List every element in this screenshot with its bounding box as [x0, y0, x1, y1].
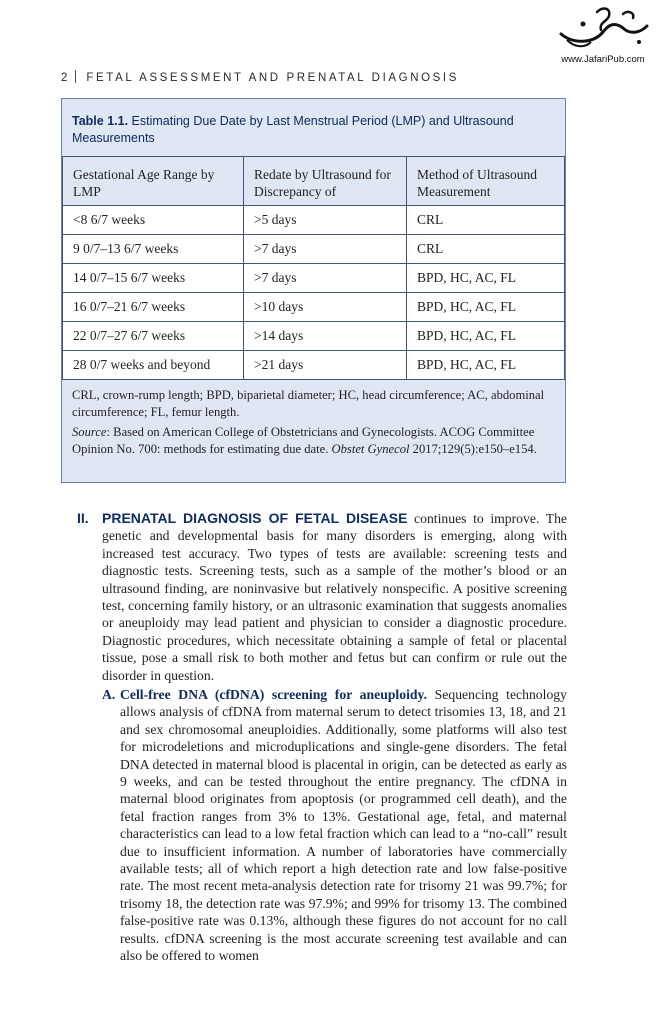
source-text: : Based on American College of Obstetricians and Gynecologists. ACOG Committee Opinion No. 700: methods for estimating due date. — [72, 425, 535, 456]
table-row — [63, 235, 565, 264]
section-body: continues to improve. The genetic and developmental basis for many disorders is emerging, along with increased test accuracy. Two types of tests are available: screening tests and diagnostic tests. Screening tests, such as a sample of the mother’s blood or an ultrasound finding, are noninvasive but relatively nonspecific. A positive screening test, concerning family history, or an ultrasonic examination that suggests anomalies or aneuploidy may lead patient and physician to consider a diagnostic procedure. Diagnostic procedures, which necessitate obtaining a sample of fetal or placental tissue, pose a small risk to both mother and fetus but can confirm or rule out the disorder in question. — [102, 511, 567, 683]
due-date-table — [62, 156, 565, 380]
watermark-url: www.JafariPub.com — [561, 54, 645, 65]
table-row — [63, 351, 565, 380]
source-journal: Obstet Gynecol — [331, 442, 410, 456]
cell-redate: >14 days — [244, 322, 407, 351]
section-heading: PRENATAL DIAGNOSIS OF FETAL DISEASE — [102, 510, 408, 526]
running-head-title: FETAL ASSESSMENT AND PRENATAL DIAGNOSIS — [86, 72, 459, 84]
cell-redate: >5 days — [244, 206, 407, 235]
cell-age-range: 28 0/7 weeks and beyond — [63, 351, 244, 380]
table-source — [72, 424, 557, 458]
subsection-a — [102, 686, 567, 965]
table-row — [63, 322, 565, 351]
subsection-body: Sequencing technology allows analysis of cfDNA from maternal serum to detect trisomies 13, 18, and 21 and sex chromosomal aneuploidies. Additionally, some platforms will also test for microdeletions and microduplications and single-gene disorders. The fetal DNA detected in maternal blood is placental in origin, can be detected as early as 9 weeks, and can be tested throughout the entire pregnancy. The cfDNA in maternal blood originates from apoptosis (or programmed cell death), and the fetal fraction ranges from 3% to 13%. Gestational age, fetal, and maternal characteristics can lead to a low fetal fraction which can lead to a “no-call” result due to insufficient information. A number of laboratories have commercially available tests; all of which report a high detection rate and low false-positive rate. The most recent meta-analysis detection rate for trisomy 21 was 99.7%; for trisomy 18, the detection rate was 97.9%; and 99% for trisomy 13. The combined false-positive rate was 0.13%, although these figures do not account for no call results. cfDNA screening is the most accurate screening test available and can also be offered to women — [120, 687, 567, 964]
cell-method: BPD, HC, AC, FL — [407, 293, 565, 322]
cell-age-range: 14 0/7–15 6/7 weeks — [63, 264, 244, 293]
source-label: Source — [72, 425, 107, 439]
table-caption — [72, 113, 557, 147]
cell-method: BPD, HC, AC, FL — [407, 351, 565, 380]
running-head — [61, 70, 581, 86]
cell-redate: >7 days — [244, 235, 407, 264]
cell-redate: >7 days — [244, 264, 407, 293]
table-title: Estimating Due Date by Last Menstrual Period (LMP) and Ultrasound Measurements — [72, 114, 514, 145]
table-number: Table 1.1. — [72, 114, 129, 128]
table-row — [63, 264, 565, 293]
header-gestational-age: Gestational Age Range by LMP — [63, 157, 244, 206]
table-header-row — [63, 157, 565, 206]
cell-age-range: 16 0/7–21 6/7 weeks — [63, 293, 244, 322]
calligraphy-logo-icon — [553, 4, 653, 52]
page-number: 2 — [61, 72, 68, 84]
table-notes — [72, 387, 557, 461]
publisher-logo — [553, 4, 653, 70]
header-redate: Redate by Ultrasound for Discrepancy of — [244, 157, 407, 206]
table-row — [63, 293, 565, 322]
cell-age-range: 9 0/7–13 6/7 weeks — [63, 235, 244, 264]
subsection-marker: A. — [102, 687, 116, 702]
cell-method: BPD, HC, AC, FL — [407, 322, 565, 351]
table-row — [63, 206, 565, 235]
table-1-1 — [61, 98, 566, 483]
cell-redate: >10 days — [244, 293, 407, 322]
table-abbreviations: CRL, crown-rump length; BPD, biparietal diameter; HC, head circumference; AC, abdominal circumference; FL, femur length. — [72, 388, 545, 419]
header-method: Method of Ultrasound Measurement — [407, 157, 565, 206]
section-paragraph — [102, 510, 567, 684]
cell-age-range: 22 0/7–27 6/7 weeks — [63, 322, 244, 351]
subsection-paragraph — [120, 686, 567, 965]
subsection-heading: Cell-free DNA (cfDNA) screening for aneuploidy. — [120, 687, 428, 702]
cell-method: CRL — [407, 206, 565, 235]
cell-redate: >21 days — [244, 351, 407, 380]
cell-method: CRL — [407, 235, 565, 264]
source-citation: 2017;129(5):e150–e154. — [409, 442, 537, 456]
section-marker: II. — [77, 510, 89, 526]
cell-age-range: <8 6/7 weeks — [63, 206, 244, 235]
running-head-divider — [75, 70, 76, 83]
cell-method: BPD, HC, AC, FL — [407, 264, 565, 293]
section-ii — [77, 510, 567, 684]
